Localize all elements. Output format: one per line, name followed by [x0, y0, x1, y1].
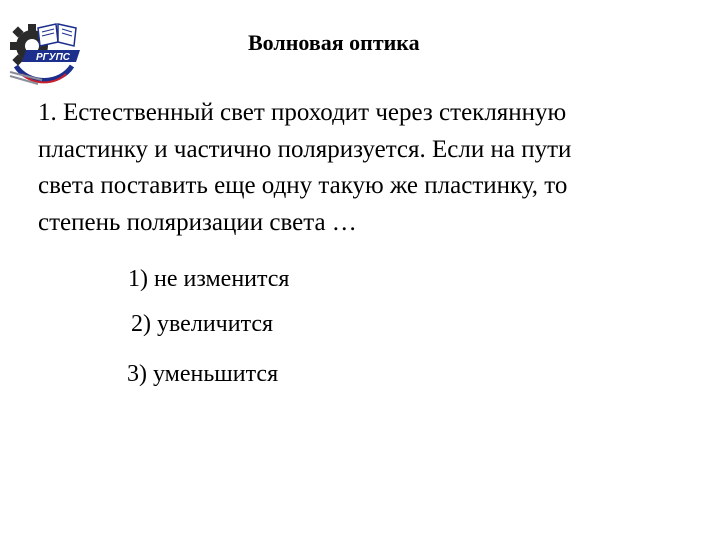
rgups-university-logo-icon: [2, 14, 86, 86]
answer-option-2: 2) увеличится: [131, 311, 274, 337]
question-line-4: степень поляризации света …: [38, 208, 357, 236]
answer-option-3: 3) уменьшится: [127, 361, 279, 387]
question-line-3: света поставить еще одну такую же пластинку, то: [38, 172, 568, 199]
slide-title: Волновая оптика: [248, 30, 420, 55]
question-line-2: пластинку и частично поляризуется. Если на пути: [38, 135, 572, 163]
question-line-1: 1. Естественный свет проходит через стеклянную: [38, 99, 567, 126]
question-text: [38, 95, 698, 241]
book-icon: [38, 24, 76, 46]
logo-graphic: [2, 14, 86, 86]
answer-option-1: 1) не изменится: [128, 266, 290, 292]
svg-text:РГУПС: РГУПС: [36, 52, 70, 63]
